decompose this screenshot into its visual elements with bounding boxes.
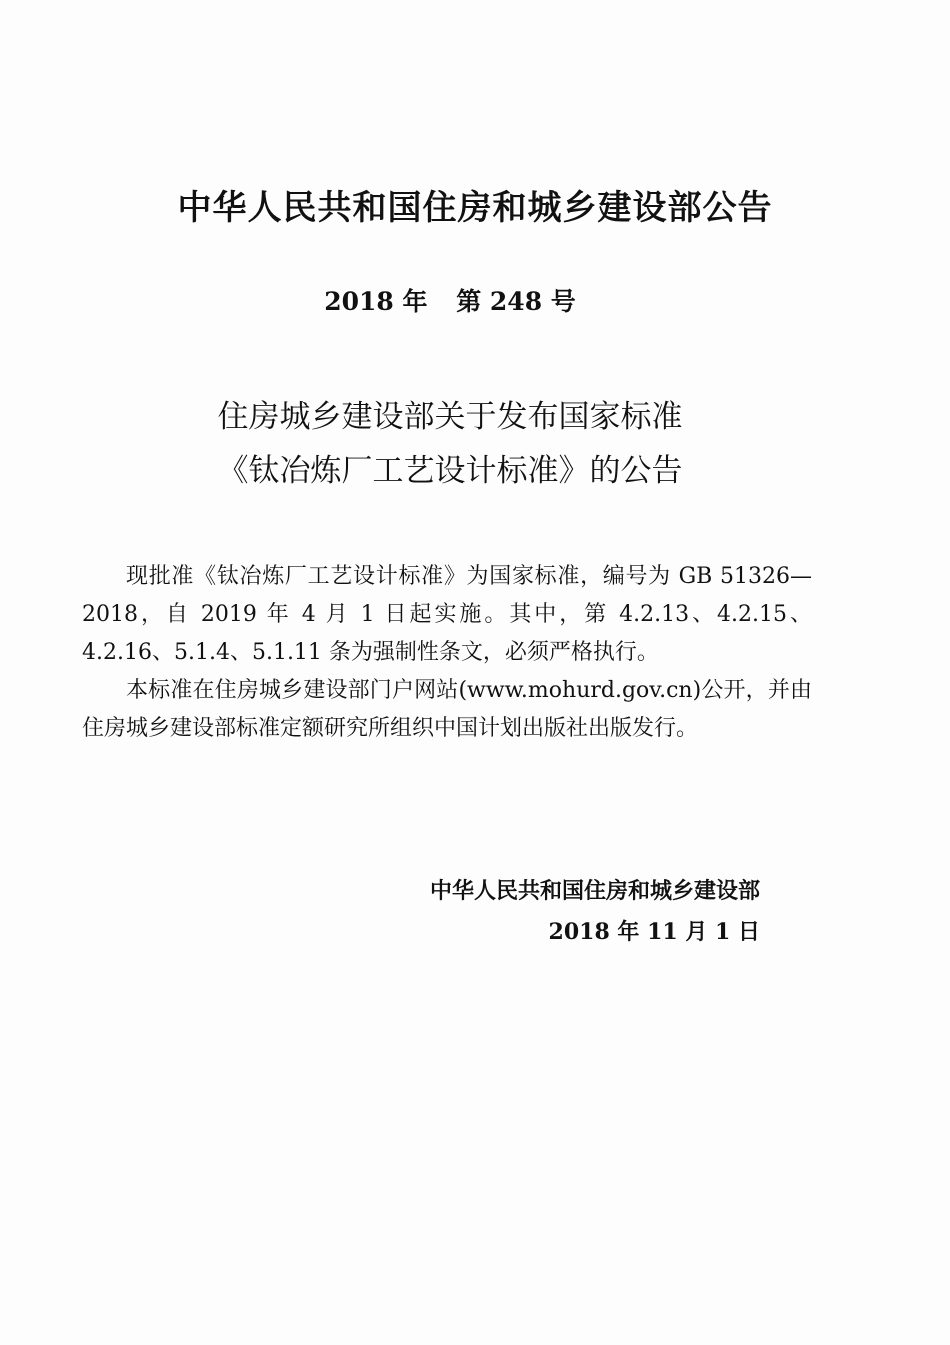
notice-number-line	[0, 282, 900, 318]
notice-body	[82, 558, 812, 748]
subject-line-2: 《钛冶炼厂工艺设计标准》的公告	[217, 453, 683, 489]
ministry-announcement-title: 中华人民共和国住房和城乡建设部公告	[177, 188, 773, 228]
notice-subject	[0, 390, 900, 498]
signature-organization: 中华人民共和国住房和城乡建设部	[429, 879, 760, 904]
body-paragraph-approval: 现批准《钛冶炼厂工艺设计标准》为国家标准，编号为 GB 51326—2018，自 2019 年 4 月 1 日起实施。其中，第 4.2.13、4.2.15、4.2.16、5.1.4、5.1.11 条为强制性条文，必须严格执行。	[82, 564, 812, 665]
signature-date: 2018 年 11 月 1 日	[548, 919, 760, 945]
subject-line-1: 住房城乡建设部关于发布国家标准	[217, 399, 683, 435]
notice-year: 2018 年	[324, 287, 428, 316]
notice-number: 第 248 号	[456, 287, 576, 316]
signature-block	[430, 872, 760, 952]
body-paragraph-publication: 本标准在住房城乡建设部门户网站(www.mohurd.gov.cn)公开，并由住房城乡建设部标准定额研究所组织中国计划出版社出版发行。	[82, 678, 812, 741]
